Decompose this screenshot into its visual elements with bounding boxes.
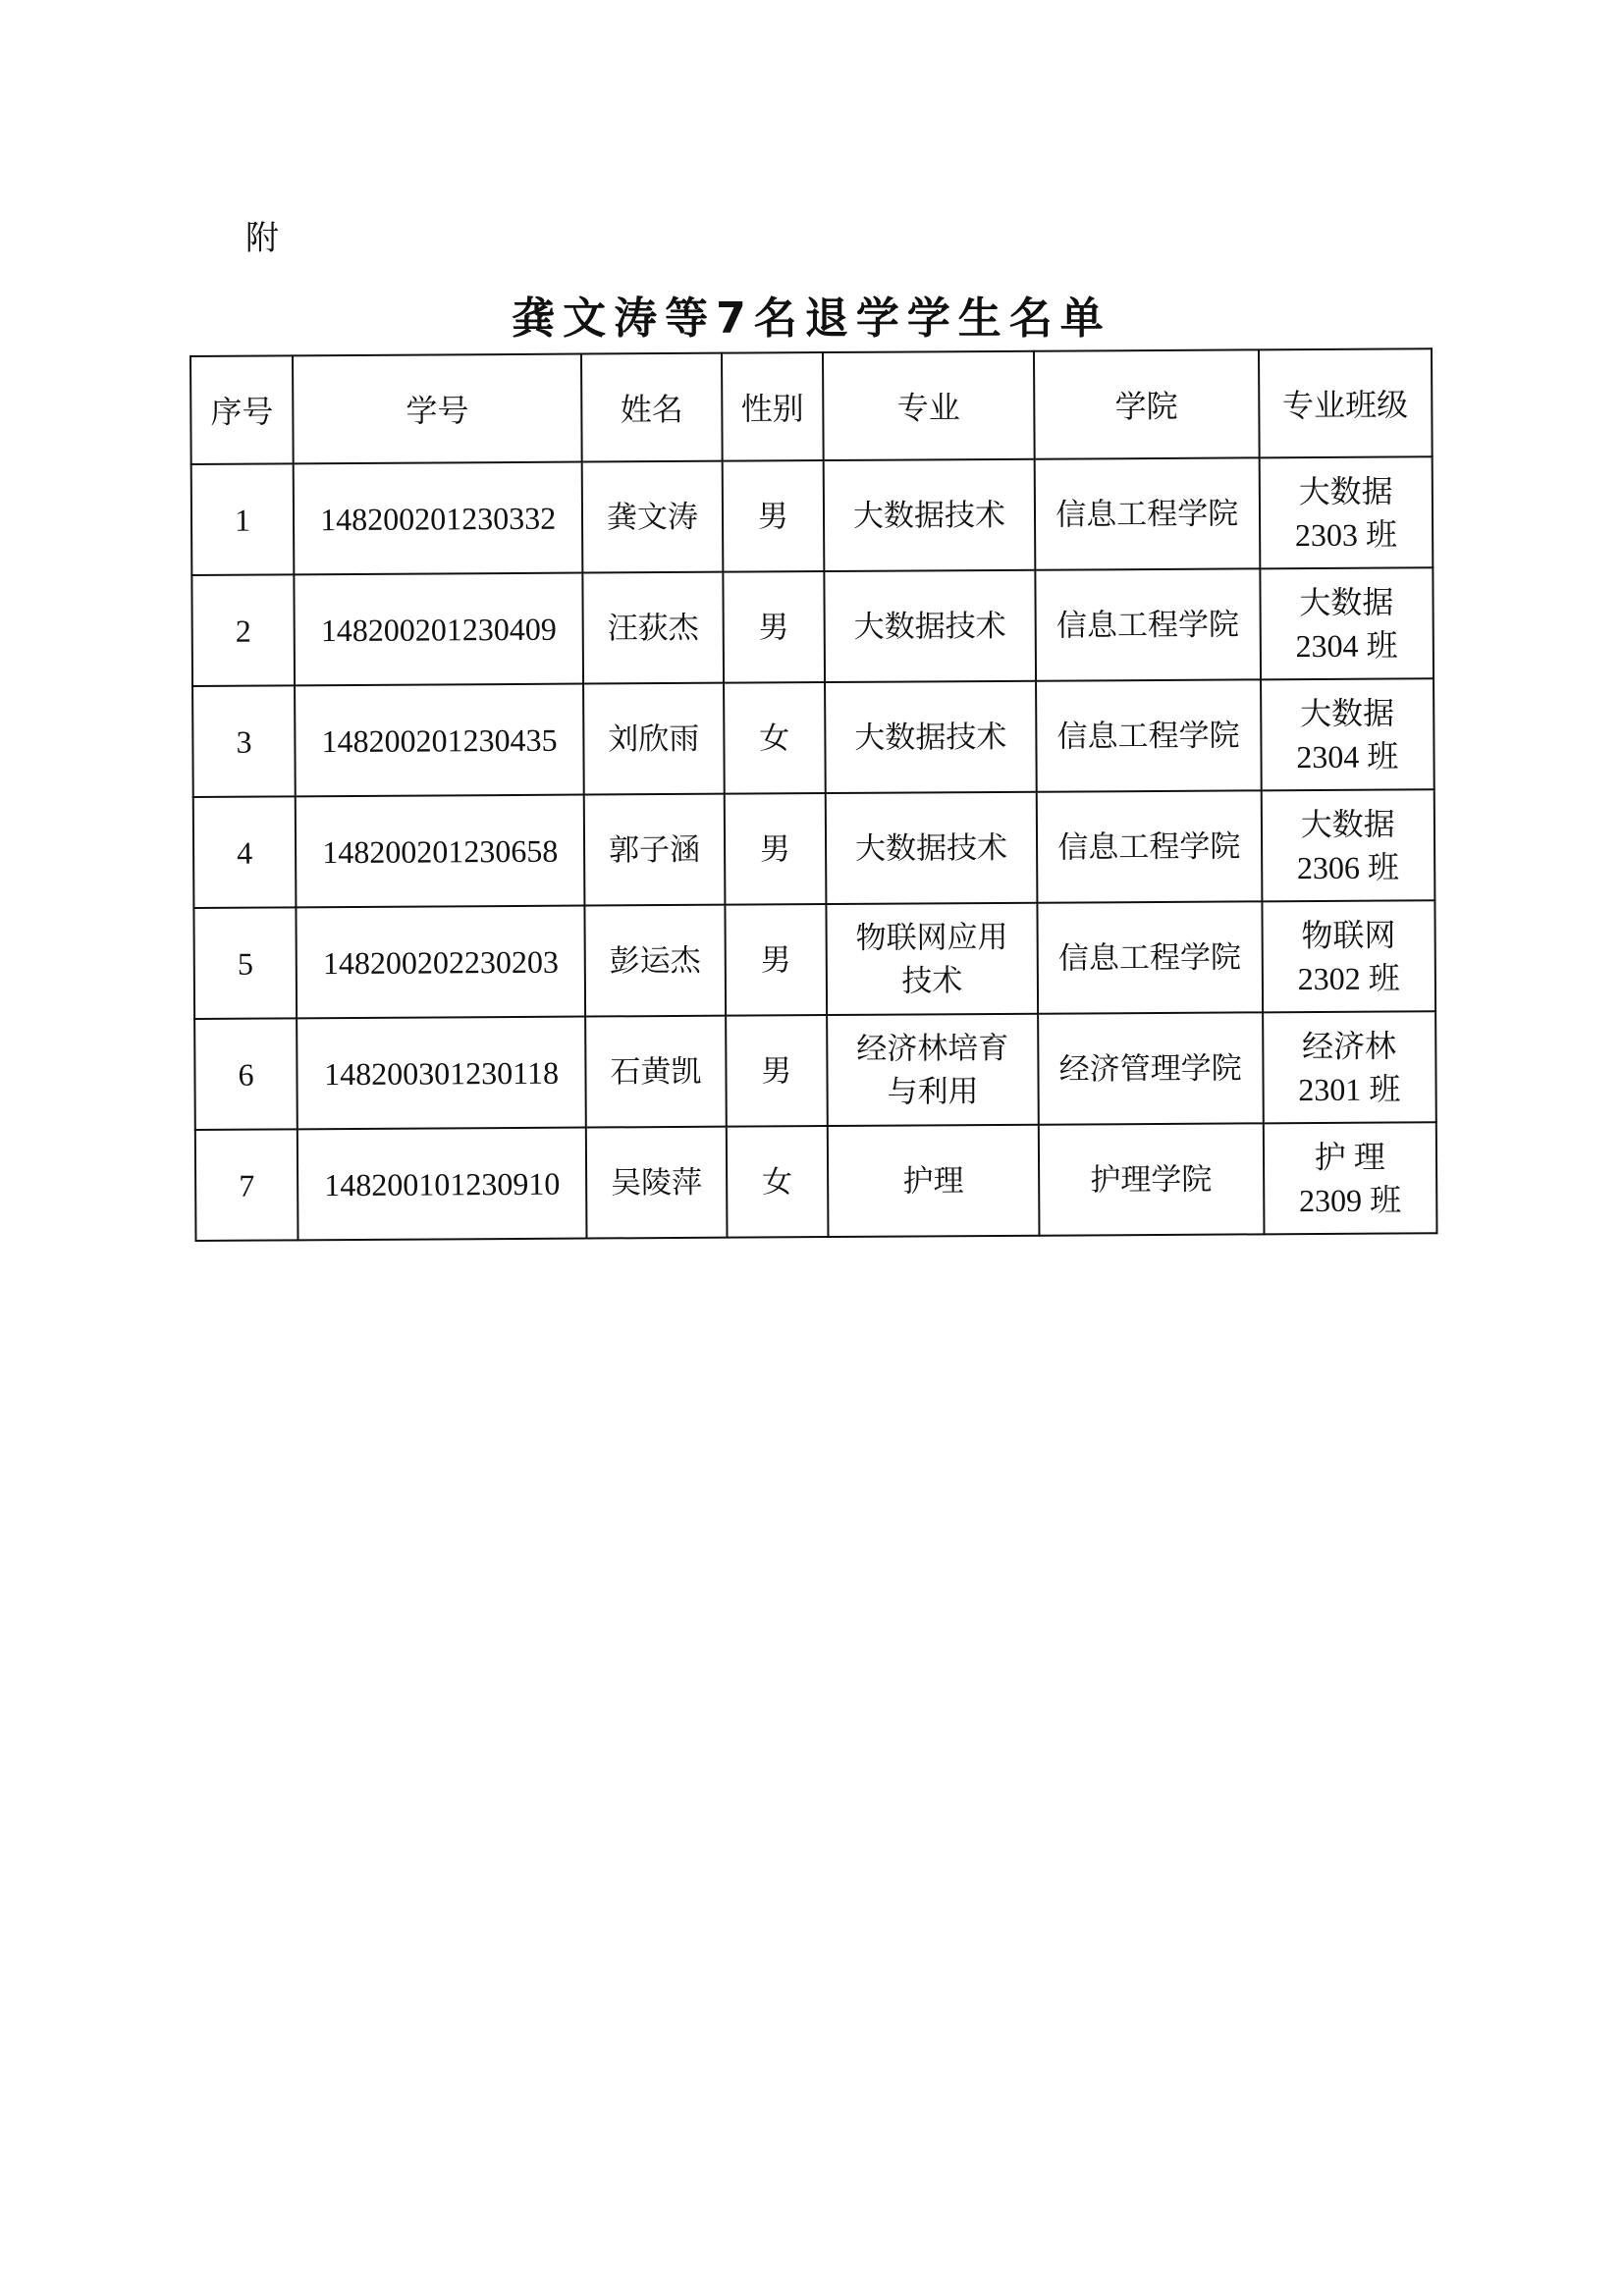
cell-college: 信息工程学院 — [1036, 679, 1261, 791]
table-row — [193, 789, 1435, 908]
cell-gender: 男 — [724, 793, 826, 905]
cell-name: 石黄凯 — [585, 1016, 726, 1128]
cell-class-line: 大数据 — [1299, 695, 1395, 731]
cell-class-line: 2301 班 — [1298, 1070, 1401, 1107]
cell-class-line: 2309 班 — [1298, 1181, 1402, 1218]
cell-major-line: 经济林培育 — [856, 1030, 1009, 1067]
cell-student-id: 148200201230332 — [294, 462, 583, 575]
cell-college: 护理学院 — [1039, 1123, 1264, 1235]
cell-college: 信息工程学院 — [1037, 790, 1262, 902]
cell-major — [826, 792, 1038, 904]
cell-major-line: 与利用 — [887, 1073, 979, 1110]
cell-student-id: 148200201230409 — [295, 573, 584, 686]
cell-name: 汪荻杰 — [582, 572, 723, 684]
table-header-row — [190, 348, 1433, 464]
cell-class-line: 2303 班 — [1294, 515, 1398, 553]
cell-class — [1263, 1011, 1436, 1123]
cell-gender: 男 — [726, 1015, 828, 1127]
cell-major-line: 大数据技术 — [854, 829, 1008, 867]
cell-gender: 男 — [725, 904, 827, 1016]
cell-college: 信息工程学院 — [1035, 457, 1260, 569]
header-name: 姓名 — [581, 353, 722, 462]
header-college: 学院 — [1034, 349, 1259, 458]
cell-major-line: 大数据技术 — [852, 497, 1006, 534]
cell-class-line: 经济林 — [1301, 1028, 1397, 1064]
cell-major-line: 技术 — [901, 962, 963, 999]
cell-class — [1259, 456, 1433, 568]
cell-major — [825, 681, 1037, 793]
document-title: 龚文涛等7名退学学生名单 — [512, 294, 1111, 344]
cell-index: 2 — [191, 574, 295, 686]
cell-college: 信息工程学院 — [1035, 568, 1260, 680]
table-row — [191, 456, 1434, 575]
table-row — [195, 1122, 1437, 1241]
attachment-label: 附 — [245, 219, 279, 258]
cell-name: 郭子涵 — [584, 794, 725, 906]
cell-index: 3 — [192, 685, 296, 797]
cell-name: 龚文涛 — [582, 461, 723, 573]
cell-class — [1260, 567, 1434, 679]
cell-class — [1263, 1122, 1436, 1234]
cell-class-line: 2304 班 — [1296, 737, 1399, 774]
cell-class-line: 护 理 — [1314, 1139, 1385, 1175]
cell-class-line: 2306 班 — [1296, 848, 1400, 885]
table-row — [194, 1011, 1436, 1130]
cell-major-line: 大数据技术 — [853, 608, 1006, 645]
cell-class-line: 2302 班 — [1297, 959, 1400, 996]
cell-gender: 男 — [723, 571, 825, 683]
cell-college: 信息工程学院 — [1037, 901, 1262, 1013]
cell-college: 经济管理学院 — [1038, 1012, 1263, 1124]
table-row — [192, 678, 1434, 797]
cell-class — [1262, 900, 1435, 1012]
cell-class-line: 大数据 — [1299, 584, 1394, 620]
header-student-id: 学号 — [293, 354, 582, 464]
cell-major-line: 大数据技术 — [854, 719, 1007, 756]
cell-gender: 女 — [727, 1126, 829, 1238]
cell-name: 刘欣雨 — [583, 683, 724, 795]
cell-student-id: 148200202230203 — [297, 906, 586, 1019]
cell-major-line: 物联网应用 — [855, 919, 1008, 956]
table-row — [191, 567, 1434, 686]
cell-student-id: 148200101230910 — [298, 1128, 587, 1241]
cell-index: 5 — [193, 907, 297, 1019]
cell-class-line: 物联网 — [1301, 917, 1396, 953]
cell-index: 7 — [195, 1129, 298, 1241]
cell-major — [824, 570, 1036, 682]
cell-name: 吴陵萍 — [586, 1127, 727, 1239]
cell-student-id: 148200201230658 — [296, 795, 585, 908]
header-class: 专业班级 — [1259, 348, 1433, 457]
cell-name: 彭运杰 — [585, 905, 726, 1017]
cell-class — [1261, 678, 1434, 790]
header-major: 专业 — [823, 351, 1035, 460]
student-list-table — [189, 347, 1437, 1242]
cell-gender: 男 — [722, 460, 824, 572]
cell-major — [828, 1125, 1040, 1237]
cell-student-id: 148200201230435 — [295, 684, 584, 797]
cell-index: 6 — [194, 1018, 298, 1130]
cell-student-id: 148200301230118 — [297, 1017, 586, 1130]
cell-gender: 女 — [724, 682, 826, 794]
cell-class — [1261, 789, 1434, 901]
cell-major — [824, 459, 1036, 571]
cell-major — [826, 903, 1038, 1015]
header-gender: 性别 — [722, 352, 824, 461]
cell-class-line: 大数据 — [1298, 473, 1393, 509]
cell-major — [827, 1014, 1039, 1126]
table-row — [193, 900, 1435, 1019]
header-index: 序号 — [190, 355, 294, 464]
cell-index: 4 — [193, 796, 297, 908]
cell-major-line: 护理 — [902, 1162, 964, 1200]
cell-class-line: 2304 班 — [1295, 626, 1398, 664]
cell-index: 1 — [191, 463, 295, 575]
cell-class-line: 大数据 — [1300, 806, 1395, 842]
